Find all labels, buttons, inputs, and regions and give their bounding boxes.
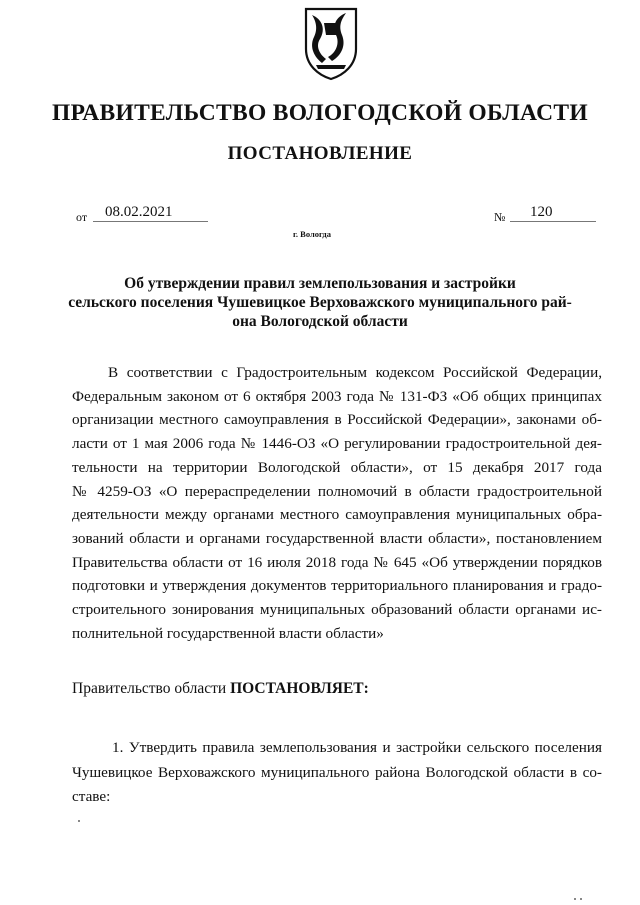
preamble-line: подготовки и утверждения документов территориального планирования и градо- [72,577,602,595]
preamble-line: ласти от 1 мая 2006 года № 1446-ОЗ «О регулировании градостроительной дея- [72,435,602,453]
number-label: № [494,210,506,224]
resolution-keyword: ПОСТАНОВЛЯЕТ: [230,680,369,697]
preamble-line: организации местного самоуправления в Российской Федерации», законами об- [72,411,602,429]
scan-speck [78,820,80,822]
preamble-line: В соответствии с Градостроительным кодексом Российской Федерации, [108,364,602,381]
document-city: г. Вологда [293,229,331,239]
preamble-line: Правительства области от 16 июля 2018 года № 645 «Об утверждении порядков [72,553,602,571]
preamble-line: тельности на территории Вологодской области», от 15 декабря 2017 года [72,458,602,476]
scan-speck [580,898,582,900]
preamble-line: зований области и органами государственной власти области», постановлением [72,529,602,547]
title-line: она Вологодской области [232,313,408,330]
date-label: от [76,210,88,224]
clause-1 [72,736,602,810]
resolution-statement [72,680,369,698]
preamble-line: Федеральным законом от 6 октября 2003 года № 131-ФЗ «Об общих принципах [72,387,602,405]
preamble-paragraph [72,361,602,645]
preamble-line: полнительной государственной власти области» [72,624,384,642]
resolution-prefix: Правительство области [72,680,231,697]
document-date: 08.02.2021 [93,204,208,222]
document-title [60,274,580,331]
title-line: Об утверждении правил землепользования и застройки [124,275,516,292]
title-line: сельского поселения Чушевицкое Верховажского муниципального рай- [68,294,572,311]
preamble-line: деятельности между органами местного самоуправления муниципальных обра- [72,506,602,524]
clause-line: 1. Утвердить правила землепользования и застройки сельского поселения [112,739,602,756]
document-number: 120 [510,204,596,222]
scan-speck [574,898,576,900]
coat-of-arms-icon [302,5,360,81]
organization-title: ПРАВИТЕЛЬСТВО ВОЛОГОДСКОЙ ОБЛАСТИ [52,100,588,126]
preamble-line: строительного зонирования муниципальных образований области органами ис- [72,601,602,619]
clause-line: ставе: [72,788,111,805]
document-type: ПОСТАНОВЛЕНИЕ [227,143,413,164]
preamble-line: № 4259-ОЗ «О перераспределении полномочий в области градостроительной [72,482,602,500]
clause-line: Чушевицкое Верховажского муниципального района Вологодской области в со- [72,763,602,781]
